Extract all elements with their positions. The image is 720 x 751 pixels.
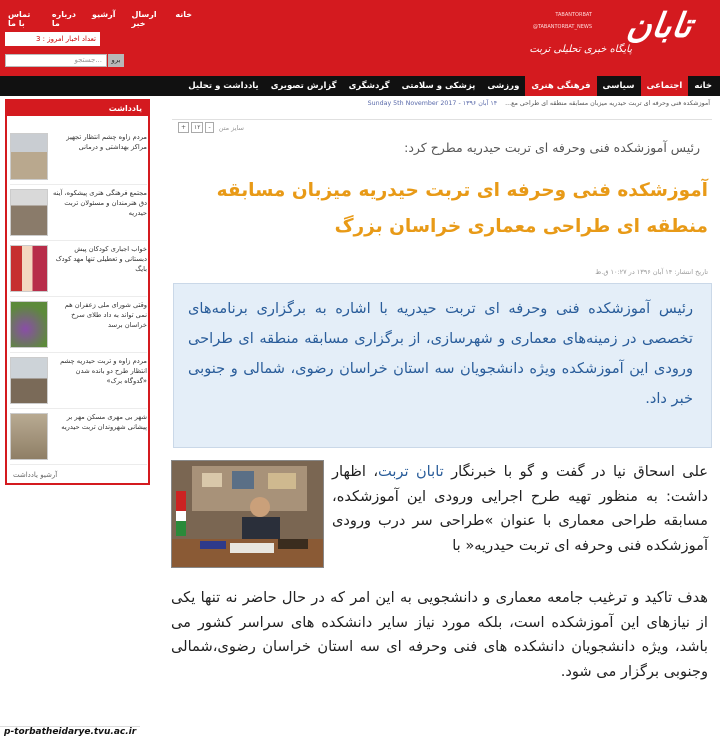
sidebar-thumbnail[interactable] (10, 189, 48, 236)
article-title: آموزشکده فنی وحرفه ای تربت حیدریه میزبان مسابقه منطقه ای طراحی معماری خراسان بزرگ (216, 180, 708, 237)
logo-site-handle-2: @TABANTORBAT_NEWS (532, 24, 592, 30)
article-photo (171, 460, 324, 568)
article-body-part2: هدف تاکید و ترغیب جامعه معماری و دانشجویی به این امر که در حال حاضر نه تنها یکی از نیازهای این آموزشکده است، بلکه مورد نیاز سایر دانشکده های سراسر کشور می باشد، ویژه دانشجویان دانشکده های فنی وحرفه ای سه استان خراسان رضوی،شمالی وجنوبی برگزار می شود. (171, 589, 708, 680)
site-header (0, 0, 720, 76)
sidebar-thumbnail[interactable] (10, 301, 48, 348)
nav-item-photo-report[interactable]: گزارش تصویری (270, 81, 337, 91)
news-counter: تعداد اخبار امروز : 3 (5, 32, 100, 46)
top-link-archive[interactable]: آرشیو (91, 10, 116, 19)
nav-item-social[interactable]: اجتماعی (641, 76, 689, 96)
nav-item-health[interactable]: پزشکی و سلامتی (401, 81, 476, 91)
top-link-send-news[interactable]: ارسال خبر (131, 10, 157, 28)
source-link[interactable]: تابان تربت (378, 463, 444, 480)
office-photo-icon (172, 461, 324, 568)
font-size-label: سایز متن (218, 123, 244, 132)
top-link-about[interactable]: درباره ما (51, 10, 76, 28)
source-watermark: p-torbatheidarye.tvu.ac.ir (0, 726, 140, 740)
font-increase-button[interactable]: + (178, 122, 189, 133)
font-size-tools (178, 122, 244, 133)
main-nav (0, 76, 720, 96)
logo-site-handle: TABANTORBAT (555, 12, 592, 18)
logo-subtitle: پایگاه خبری تحلیلی تربت (529, 44, 632, 55)
body-text-pre: علی اسحاق نیا در گفت و گو با خبرنگار (443, 463, 708, 480)
breadcrumb-date: ۱۴ آبان ۱۳۹۶ - Sunday 5th November 2017 (367, 100, 498, 107)
search-button[interactable]: برو (108, 54, 124, 67)
search-input[interactable]: جستجو... (5, 54, 107, 67)
sidebar-item[interactable] (10, 409, 147, 465)
sidebar-thumbnail[interactable] (10, 357, 48, 404)
sidebar-item-text[interactable]: خواب اجباری کودکان پیش دبستانی و تعطیلی تنها مهد کودک بایگ (55, 245, 147, 273)
sidebar-thumbnail[interactable] (10, 133, 48, 180)
sidebar-item-text[interactable]: مردم زاوه و تربت حیدریه چشم انتظار طرح دو بانده شدن «گدوگاه برک» (60, 357, 147, 385)
top-links (0, 10, 200, 28)
body-text-post: ، اظهار داشت: به منظور تهیه طرح اجرایی ورودی این آموزشکده، مسابقه طراحی معماری با عنوان »طراحی سر درب ورودی آموزشکده فنی وحرفه ای تربت حیدریه« با (332, 463, 708, 554)
font-decrease-button[interactable]: - (205, 122, 213, 133)
divider (172, 119, 712, 120)
top-link-contact[interactable]: تماس با ما (8, 10, 31, 28)
sidebar-item[interactable] (10, 129, 147, 185)
logo-text: تابان (624, 6, 695, 46)
nav-item-tourism[interactable]: گردشگری (348, 81, 390, 91)
font-reset-button[interactable]: ۱۲ (191, 122, 203, 133)
sidebar-item[interactable] (10, 241, 147, 297)
breadcrumb (368, 100, 710, 107)
sidebar-archive-link[interactable]: آرشیو یادداشت (13, 471, 58, 479)
sidebar-item-text[interactable]: وقتی شورای ملی زعفران هم نمی تواند به داد طلای سرخ خراسان برسد (64, 301, 147, 329)
publish-date: تاریخ انتشار: ۱۴ آبان ۱۳۹۶ در ۱۰:۲۷ ق.ظ (595, 268, 708, 276)
sidebar-title: یادداشت (7, 101, 148, 116)
top-link-home[interactable]: خانه (175, 10, 192, 19)
sidebar-item[interactable] (10, 185, 147, 241)
nav-item-notes[interactable]: یادداشت و تحلیل (188, 81, 259, 91)
nav-item-politics[interactable]: سیاسی (602, 81, 635, 91)
article-summary: رئیس آموزشکده فنی وحرفه ای تربت حیدریه با اشاره به برگزاری برنامه‌های تخصصی در زمینه‌های معماری و شهرسازی، از برگزاری مسابقه منطقه ای طراحی ورودی این آموزشکده ویژه دانشجویان سه استان خراسان رضوی، شمالی و جنوبی خبر داد. (173, 283, 712, 448)
article-lead: رئیس آموزشکده فنی وحرفه ای تربت حیدریه مطرح کرد: (404, 140, 700, 155)
sidebar-item-text[interactable]: مجتمع فرهنگی هنری پیشکوه، آینه دق هنرمندان و مسئولان تربت حیدریه (53, 189, 147, 217)
sidebar-item[interactable] (10, 297, 147, 353)
sidebar-item[interactable] (10, 353, 147, 409)
article-body-part1 (332, 460, 708, 558)
nav-item-culture[interactable]: فرهنگی هنری (525, 76, 596, 96)
sidebar-thumbnail[interactable] (10, 413, 48, 460)
sidebar-item-text[interactable]: شهر بی مهری مسکن مهر بر پیشانی شهروندان تربت حیدریه (61, 413, 147, 431)
notes-sidebar (5, 99, 150, 485)
site-logo[interactable] (492, 4, 702, 70)
sidebar-thumbnail[interactable] (10, 245, 48, 292)
nav-item-sports[interactable]: ورزشی (487, 81, 520, 91)
nav-item-home[interactable]: خانه (694, 81, 712, 91)
sidebar-item-text[interactable]: مردم زاوه چشم انتظار تجهیز مراکز بهداشتی و درمانی (66, 133, 147, 151)
breadcrumb-path[interactable]: آموزشکده فنی وحرفه ای تربت حیدریه میزبان مسابقه منطقه ای طراحی مع... (505, 100, 710, 107)
